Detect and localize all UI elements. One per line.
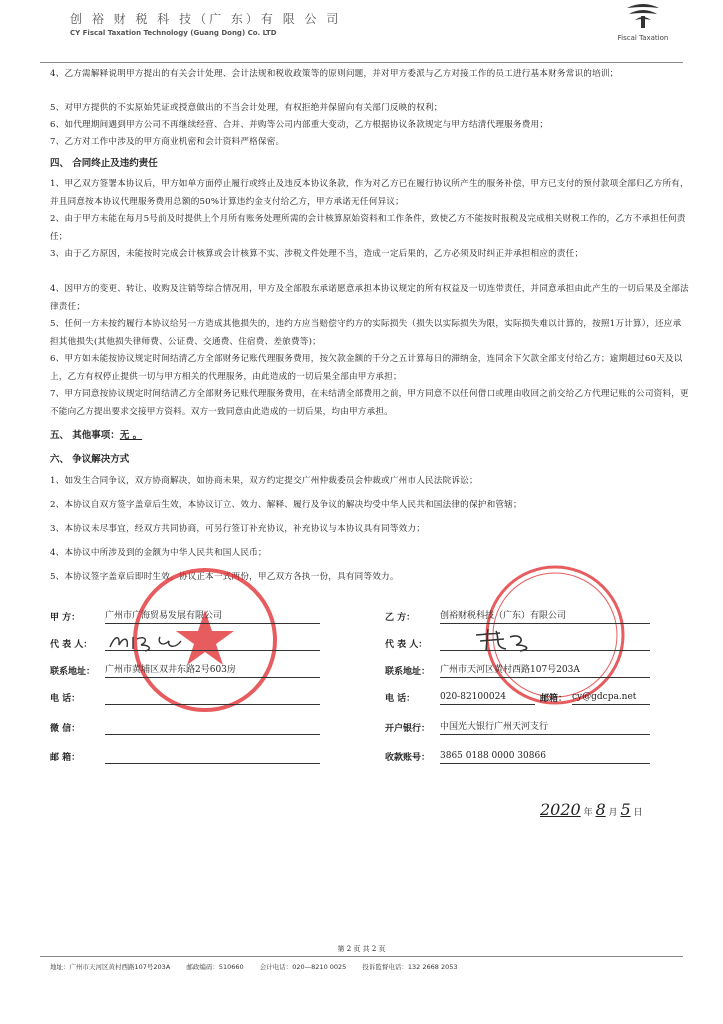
date-day: 5: [620, 800, 631, 819]
party-b-label: 乙 方：: [385, 613, 416, 623]
party-b-email: cy@gdcpa.net: [572, 691, 650, 705]
footer-divider: [40, 956, 683, 957]
party-b-bank: 中国光大银行广州天河支行: [440, 721, 650, 735]
section-5-title: 五、 其他事项：: [50, 430, 120, 441]
footer-phone: 会计电话：020—8210 0025: [259, 963, 347, 971]
company-logo: [613, 4, 673, 42]
section-4-item-2: 2、由于甲方未能在每月5号前及时提供上个月所有账务处理所需的会计核算原始资料和工作条件，致使乙方不能按时报税及完成相关财税工作的，乙方不承担任何责任；: [50, 214, 686, 242]
section-4-item-7: 7、甲方同意按协议规定时间结清乙方全部财务记账代理服务费用，在未结清全部费用之前，甲方同意不以任何借口或理由收回之前交给乙方代理记账的公司资料，更不能向乙方提出要求交接甲方资料。双方一致同意由此造成的一切后果，均由甲方承担。: [50, 389, 689, 417]
section-6-item-3: 3、本协议未尽事宜，经双方共同协商，可另行签订补充协议，补充协议与本协议具有同等效力；: [50, 524, 426, 534]
header-divider: [40, 62, 683, 63]
party-a-email: [105, 750, 320, 764]
page-number: 第 2 页 共 2 页: [337, 945, 386, 953]
party-b-email-label: 邮箱：: [540, 694, 568, 704]
section-4-item-3: 3、由于乙方原因，未能按时完成会计核算或会计核算不实、涉税文件处理不当，造成一定后果的，乙方必须及时纠正并承担相应的责任；: [50, 249, 584, 259]
section-4-item-4: 4、因甲方的变更、转让、收购及注销等综合情况用，甲方及全部股东承诺愿意承担本协议规定的所有权益及一切连带责任，并同意承担由此产生的一切后果及全部法律责任；: [50, 284, 689, 312]
footer-postcode: 邮政编码：510660: [186, 963, 244, 971]
party-a-phone-label: 电 话：: [50, 694, 81, 704]
section-4-item-1: 1、甲乙双方签署本协议后，甲方如单方面停止履行或终止及违反本协议条款，作为对乙方已在履行协议所产生的服务补偿，甲方已支付的预付款项全部归乙方所有，并且同意按本协议代理服务费用总额的50%计算违约金支付给乙方，甲方承诺无任何异议；: [50, 179, 689, 207]
party-a-rep-label: 代 表 人：: [50, 640, 93, 650]
section-4-item-5: 5、任何一方未按约履行本协议给另一方造成其他损失的，违约方应当赔偿守约方的实际损失（损失以实际损失为限，实际损失难以计算的，按照1万计算），还应承担其他损失(其他损失律师费、公证费、交通费、住宿费、差旅费等)；: [50, 319, 682, 347]
section-4-title: 四、 合同终止及违约责任: [50, 158, 158, 169]
date-month-unit: 月: [608, 808, 618, 818]
logo-icon: [623, 4, 663, 30]
party-b-name: 创裕财税科技（广东）有限公司: [440, 610, 650, 624]
section-6-item-5: 5、本协议签字盖章后即时生效。协议正本一式两份，甲乙双方各执一份，具有同等效力。: [50, 572, 399, 582]
header-company-cn: 创 裕 财 税 科 技（广 东）有 限 公 司: [70, 12, 342, 26]
footer-address: 地址：广州市天河区黄村西路107号203A: [50, 963, 171, 971]
section-6-item-1: 1、如发生合同争议，双方协商解决，如协商未果，双方约定提交广州仲裁委员会仲裁或广州市人民法院诉讼；: [50, 476, 478, 486]
clause-top-5: 5、对甲方提供的不实原始凭证或授意做出的不当会计处理，有权拒绝并保留向有关部门反映的权利；: [50, 103, 443, 113]
date-year: 2020: [540, 800, 581, 819]
party-a-addr-label: 联系地址：: [50, 667, 96, 677]
date-year-unit: 年: [583, 808, 593, 818]
party-a-wechat: [105, 721, 320, 735]
party-b-account: 3865 0188 0000 30866: [440, 750, 650, 764]
clause-top-7: 7、乙方对工作中涉及的甲方商业机密和会计资料严格保密。: [50, 137, 285, 147]
signing-date: [540, 800, 643, 819]
section-5-value: 无 。: [119, 430, 143, 441]
party-a-handwritten-signature: [105, 631, 195, 653]
section-4-item-6: 6、甲方如未能按协议规定时间结清乙方全部财务记账代理服务费用，按欠款金额的千分之五计算每日的滞纳金，连同余下欠款全部支付给乙方；逾期超过60天及以上，乙方有权停止提供一切与甲方相关的代理服务，由此造成的一切后果全部由甲方承担；: [50, 354, 683, 382]
section-5: [50, 427, 142, 441]
section-6-item-4: 4、本协议中所涉及到的金额为中华人民共和国人民币；: [50, 548, 267, 558]
party-a-address: 广州市黄埔区双井东路2号603房: [105, 664, 320, 678]
date-month: 8: [595, 800, 606, 819]
party-b-rep-signature: [440, 637, 650, 651]
party-a-label: 甲 方：: [50, 613, 81, 623]
party-b-bank-label: 开户银行：: [385, 724, 431, 734]
header-company-en: CY Fiscal Taxation Technology (Guang Dong) Co. LTD: [70, 29, 277, 37]
party-b-handwritten-signature: [470, 627, 540, 653]
party-b-address: 广州市天河区黄村西路107号203A: [440, 664, 650, 678]
footer-info: [50, 962, 472, 971]
party-b-account-label: 收款账号：: [385, 753, 431, 763]
party-b-phone: 020-82100024: [440, 691, 535, 705]
party-a-phone: [105, 691, 320, 705]
party-a-wechat-label: 微 信：: [50, 724, 81, 734]
party-a-rep-signature: [105, 637, 320, 651]
party-b-addr-label: 联系地址：: [385, 667, 431, 677]
party-b-rep-label: 代 表 人：: [385, 640, 428, 650]
clause-top-6: 6、如代理期间遇到甲方公司不再继续经营、合并、并购等公司内部重大变动，乙方根据协议条款规定与甲方结清代理服务费用；: [50, 120, 549, 130]
party-a-name: 广州市广海贸易发展有限公司: [105, 610, 320, 624]
party-b-phone-label: 电 话：: [385, 694, 416, 704]
footer-complaint-phone: 投诉監督电话：132 2668 2053: [362, 963, 458, 971]
logo-text: Fiscal Taxation: [617, 34, 669, 42]
date-day-unit: 日: [633, 808, 643, 818]
clause-top-4: 4、乙方需解释说明甲方提出的有关会计处理、会计法规和税收政策等的原则问题，并对甲方委派与乙方对接工作的员工进行基本财务常识的培训；: [50, 69, 619, 79]
party-a-email-label: 邮 箱：: [50, 753, 81, 763]
section-6-item-2: 2、本协议自双方签字盖章后生效，本协议订立、效力、解释、履行及争议的解决均受中华人民共和国法律的保护和管辖；: [50, 500, 522, 510]
section-6-title: 六、 争议解决方式: [50, 454, 130, 465]
